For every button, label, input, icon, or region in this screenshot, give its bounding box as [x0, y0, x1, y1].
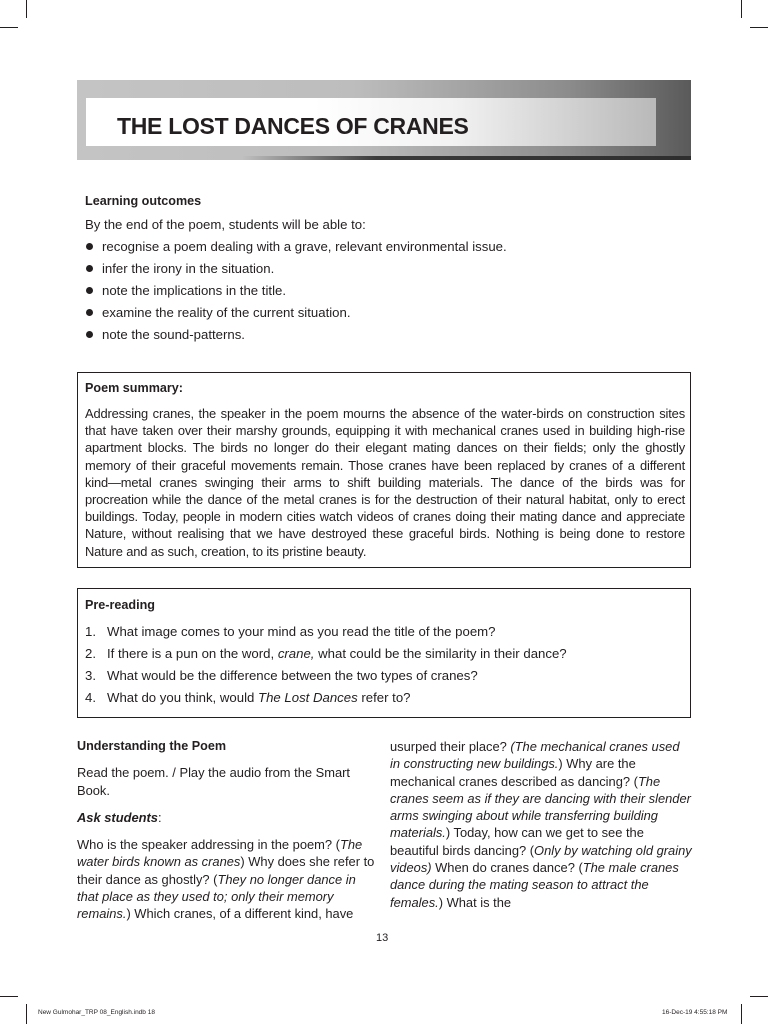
- understanding-heading: Understanding the Poem: [77, 739, 227, 753]
- bullet-icon: [86, 331, 93, 338]
- outcome-item: [85, 282, 685, 304]
- question-number: 4.: [85, 690, 96, 705]
- poem-summary-text: Addressing cranes, the speaker in the poem mourns the absence of the water-birds on construction sites that have taken over their marshy grounds, equipping it with mechanical cranes used in building high-rise apartment blocks. The birds no longer do their elegant mating dances on their fields; only the ghostly memory of their graceful movements remain. Those cranes have been replaced by cranes of a different kind—metal cranes swinging their arms to shift building materials. The dance of the birds was for procreation while the dance of the metal cranes is for the destruction of their natural habitat, only to erect buildings. Today, people in modern cities watch videos of cranes doing their mating dance and appreciate Nature, without realising that we have destroyed these graceful birds. Nothing is being done to restore Nature and as such, creation, to its pristine beauty.: [85, 406, 685, 559]
- question-emphasis: crane,: [277, 646, 315, 661]
- answer-text: They no longer dance in that place as they used to; only their memory remains.: [77, 871, 356, 922]
- question-text: What do you think, would: [107, 690, 259, 705]
- footer-filename: New Gulmohar_TRP 08_English.indb 18: [38, 1009, 155, 1016]
- question-text: ) Which cranes, of a different kind, have: [126, 906, 354, 922]
- question-text: ) Why does she refer to their dance as ghostly? (: [77, 854, 375, 887]
- question-text: What image comes to your mind as you read the title of the poem?: [107, 624, 496, 639]
- pre-reading-box: [77, 588, 691, 718]
- question-text: ) Today, how can we get to see the beautiful birds dancing? (: [390, 825, 644, 858]
- outcome-text: recognise a poem dealing with a grave, relevant environmental issue.: [102, 239, 507, 254]
- question-text: Who is the speaker addressing in the poem? (: [77, 837, 340, 853]
- ask-students-colon: :: [157, 809, 162, 825]
- answer-text: The water birds known as cranes: [77, 837, 363, 870]
- pre-reading-list: [85, 623, 685, 711]
- pre-reading-heading: Pre-reading: [85, 598, 155, 612]
- crop-mark: [26, 1004, 27, 1024]
- learning-outcomes-list: [85, 238, 685, 348]
- understanding-instruction: Read the poem. / Play the audio from the Smart Book.: [77, 765, 350, 798]
- outcome-text: infer the irony in the situation.: [102, 261, 275, 276]
- question-emphasis: The Lost Dances: [258, 690, 358, 705]
- question-text: If there is a pun on the word,: [107, 646, 278, 661]
- understanding-left-column: [77, 738, 377, 923]
- bullet-icon: [86, 243, 93, 250]
- page-number: 13: [376, 932, 389, 944]
- page-title: THE LOST DANCES OF CRANES: [117, 113, 469, 139]
- answer-text: (The mechanical cranes used in constructing new buildings.: [390, 739, 680, 772]
- understanding-right-column: [390, 738, 692, 911]
- pre-reading-question: [85, 645, 685, 667]
- question-number: 2.: [85, 646, 96, 661]
- title-banner: [77, 80, 691, 160]
- outcome-item: [85, 238, 685, 260]
- pre-reading-question: [85, 623, 685, 645]
- crop-mark: [750, 996, 768, 997]
- poem-summary-box: [77, 372, 691, 568]
- ask-students-text: Ask students: [77, 809, 158, 825]
- pre-reading-question: [85, 667, 685, 689]
- ask-students-label: [77, 809, 377, 826]
- crop-mark: [750, 27, 768, 28]
- crop-mark: [0, 27, 18, 28]
- understanding-paragraph-right: [390, 738, 692, 911]
- bullet-icon: [86, 309, 93, 316]
- outcome-text: note the implications in the title.: [102, 283, 286, 298]
- question-text: What would be the difference between the two types of cranes?: [107, 668, 478, 683]
- crop-mark: [0, 996, 18, 997]
- bullet-icon: [86, 265, 93, 272]
- learning-outcomes-heading: Learning outcomes: [85, 194, 202, 208]
- bullet-icon: [86, 287, 93, 294]
- poem-summary-heading: Poem summary:: [85, 381, 183, 395]
- learning-outcomes: [85, 193, 685, 348]
- answer-text: The cranes seem as if they are dancing with their slender arms swinging about while transferring building materials.: [390, 773, 691, 841]
- question-text: what could be the similarity in their dance?: [314, 646, 567, 661]
- question-text: refer to?: [357, 690, 411, 705]
- question-text: usurped their place?: [390, 739, 511, 754]
- pre-reading-question: [85, 689, 685, 711]
- answer-text: The male cranes dance during the mating season to attract the females.: [390, 860, 679, 910]
- question-text: ) What is the: [438, 894, 512, 910]
- understanding-paragraph-left: [77, 836, 377, 922]
- outcome-item: [85, 304, 685, 326]
- answer-text: Only by watching old grainy videos): [390, 842, 692, 876]
- question-number: 3.: [85, 668, 96, 683]
- question-text: ) Why are the mechanical cranes described as dancing? (: [390, 756, 638, 789]
- outcome-text: examine the reality of the current situation.: [102, 305, 351, 320]
- outcome-item: [85, 326, 685, 348]
- learning-outcomes-intro: By the end of the poem, students will be able to:: [85, 217, 366, 232]
- outcome-text: note the sound-patterns.: [102, 327, 245, 342]
- outcome-item: [85, 260, 685, 282]
- crop-mark: [741, 1004, 742, 1024]
- crop-mark: [741, 0, 742, 18]
- footer-timestamp: 16-Dec-19 4:55:18 PM: [662, 1009, 728, 1016]
- crop-mark: [26, 0, 27, 18]
- question-text: When do cranes dance? (: [431, 860, 583, 876]
- question-number: 1.: [85, 624, 96, 639]
- title-banner-shadow: [242, 156, 691, 160]
